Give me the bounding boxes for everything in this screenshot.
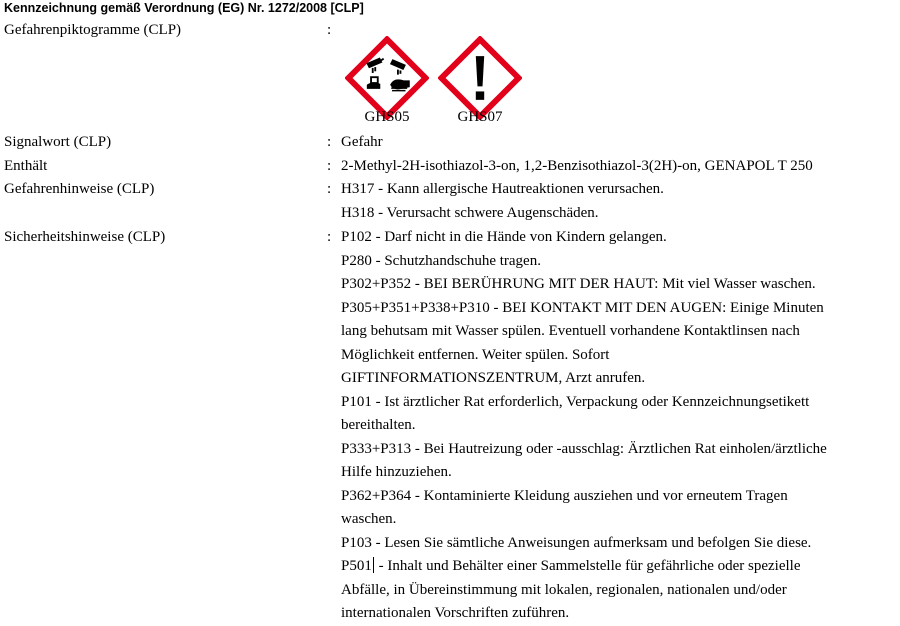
contains-label: Enthält <box>4 158 48 174</box>
text-cursor <box>373 557 374 573</box>
precautionary-statement-continued: Abfälle, in Übereinstimmung mit lokalen, regionalen, nationalen und/oder <box>341 581 787 598</box>
colon: : <box>327 22 332 38</box>
hazard-statements-list <box>341 178 897 225</box>
p501-code: P501 <box>341 558 372 574</box>
precautionary-statement: P101 - Ist ärztlicher Rat erforderlich, Verpackung oder Kennzeichnungsetikett <box>341 393 810 410</box>
contains-row <box>0 155 900 179</box>
precautionary-statement: P302+P352 - BEI BERÜHRUNG MIT DER HAUT: Mit viel Wasser waschen. <box>341 276 816 292</box>
signal-word-value: Gefahr <box>341 134 383 150</box>
precautionary-statement-continued: Hilfe hinzuziehen. <box>341 464 452 480</box>
colon: : <box>327 181 332 197</box>
hazard-statements-row <box>0 178 900 226</box>
signal-word-label: Signalwort (CLP) <box>4 134 112 150</box>
hazard-statement: H317 - Kann allergische Hautreaktionen verursachen. <box>341 181 664 197</box>
precautionary-statement-continued: bereithalten. <box>341 417 416 433</box>
precautionary-statement-continued: waschen. <box>341 511 397 527</box>
ghs05-label: GHS05 <box>364 109 410 125</box>
pictograms-label: Gefahrenpiktogramme (CLP) <box>4 22 182 38</box>
precautionary-statement: P305+P351+P338+P310 - BEI KONTAKT MIT DEN AUGEN: Einige Minuten <box>341 299 824 316</box>
hazard-statement: H318 - Verursacht schwere Augenschäden. <box>341 204 599 221</box>
section-heading: Kennzeichnung gemäß Verordnung (EG) Nr. 1272/2008 [CLP] <box>4 1 364 15</box>
precautionary-statement: P280 - Schutzhandschuhe tragen. <box>341 252 541 269</box>
signal-word-row <box>0 131 900 155</box>
precautionary-statements-list <box>341 226 897 626</box>
precautionary-statements-row <box>0 226 900 626</box>
precautionary-statement-continued: GIFTINFORMATIONSZENTRUM, Arzt anrufen. <box>341 370 646 386</box>
colon: : <box>327 229 332 245</box>
precautionary-statement-p501[interactable] <box>341 555 897 579</box>
precautionary-statement-continued: Möglichkeit entfernen. Weiter spülen. Sofort <box>341 346 610 363</box>
precautionary-statement: P102 - Darf nicht in die Hände von Kindern gelangen. <box>341 229 667 245</box>
precautionary-statement-continued: internationalen Vorschriften zuführen. <box>341 605 570 621</box>
colon: : <box>327 158 332 174</box>
precautionary-statement: P362+P364 - Kontaminierte Kleidung ausziehen und vor erneutem Tragen <box>341 487 788 504</box>
hazard-statements-label: Gefahrenhinweise (CLP) <box>4 181 155 197</box>
colon: : <box>327 134 332 150</box>
precautionary-statement: P333+P313 - Bei Hautreizung oder -ausschlag: Ärztlichen Rat einholen/ärztliche <box>341 440 827 457</box>
precautionary-statement: P103 - Lesen Sie sämtliche Anweisungen aufmerksam und befolgen Sie diese. <box>341 534 812 551</box>
p501-text: - Inhalt und Behälter einer Sammelstelle für gefährliche oder spezielle <box>374 558 801 574</box>
contains-value: 2-Methyl-2H-isothiazol-3-on, 1,2-Benzisothiazol-3(2H)-on, GENAPOL T 250 <box>341 158 813 174</box>
precautionary-statement-continued: lang behutsam mit Wasser spülen. Eventuell vorhandene Kontaktlinsen nach <box>341 323 800 339</box>
ghs07-label: GHS07 <box>457 109 503 125</box>
precautionary-statements-label: Sicherheitshinweise (CLP) <box>4 229 166 245</box>
